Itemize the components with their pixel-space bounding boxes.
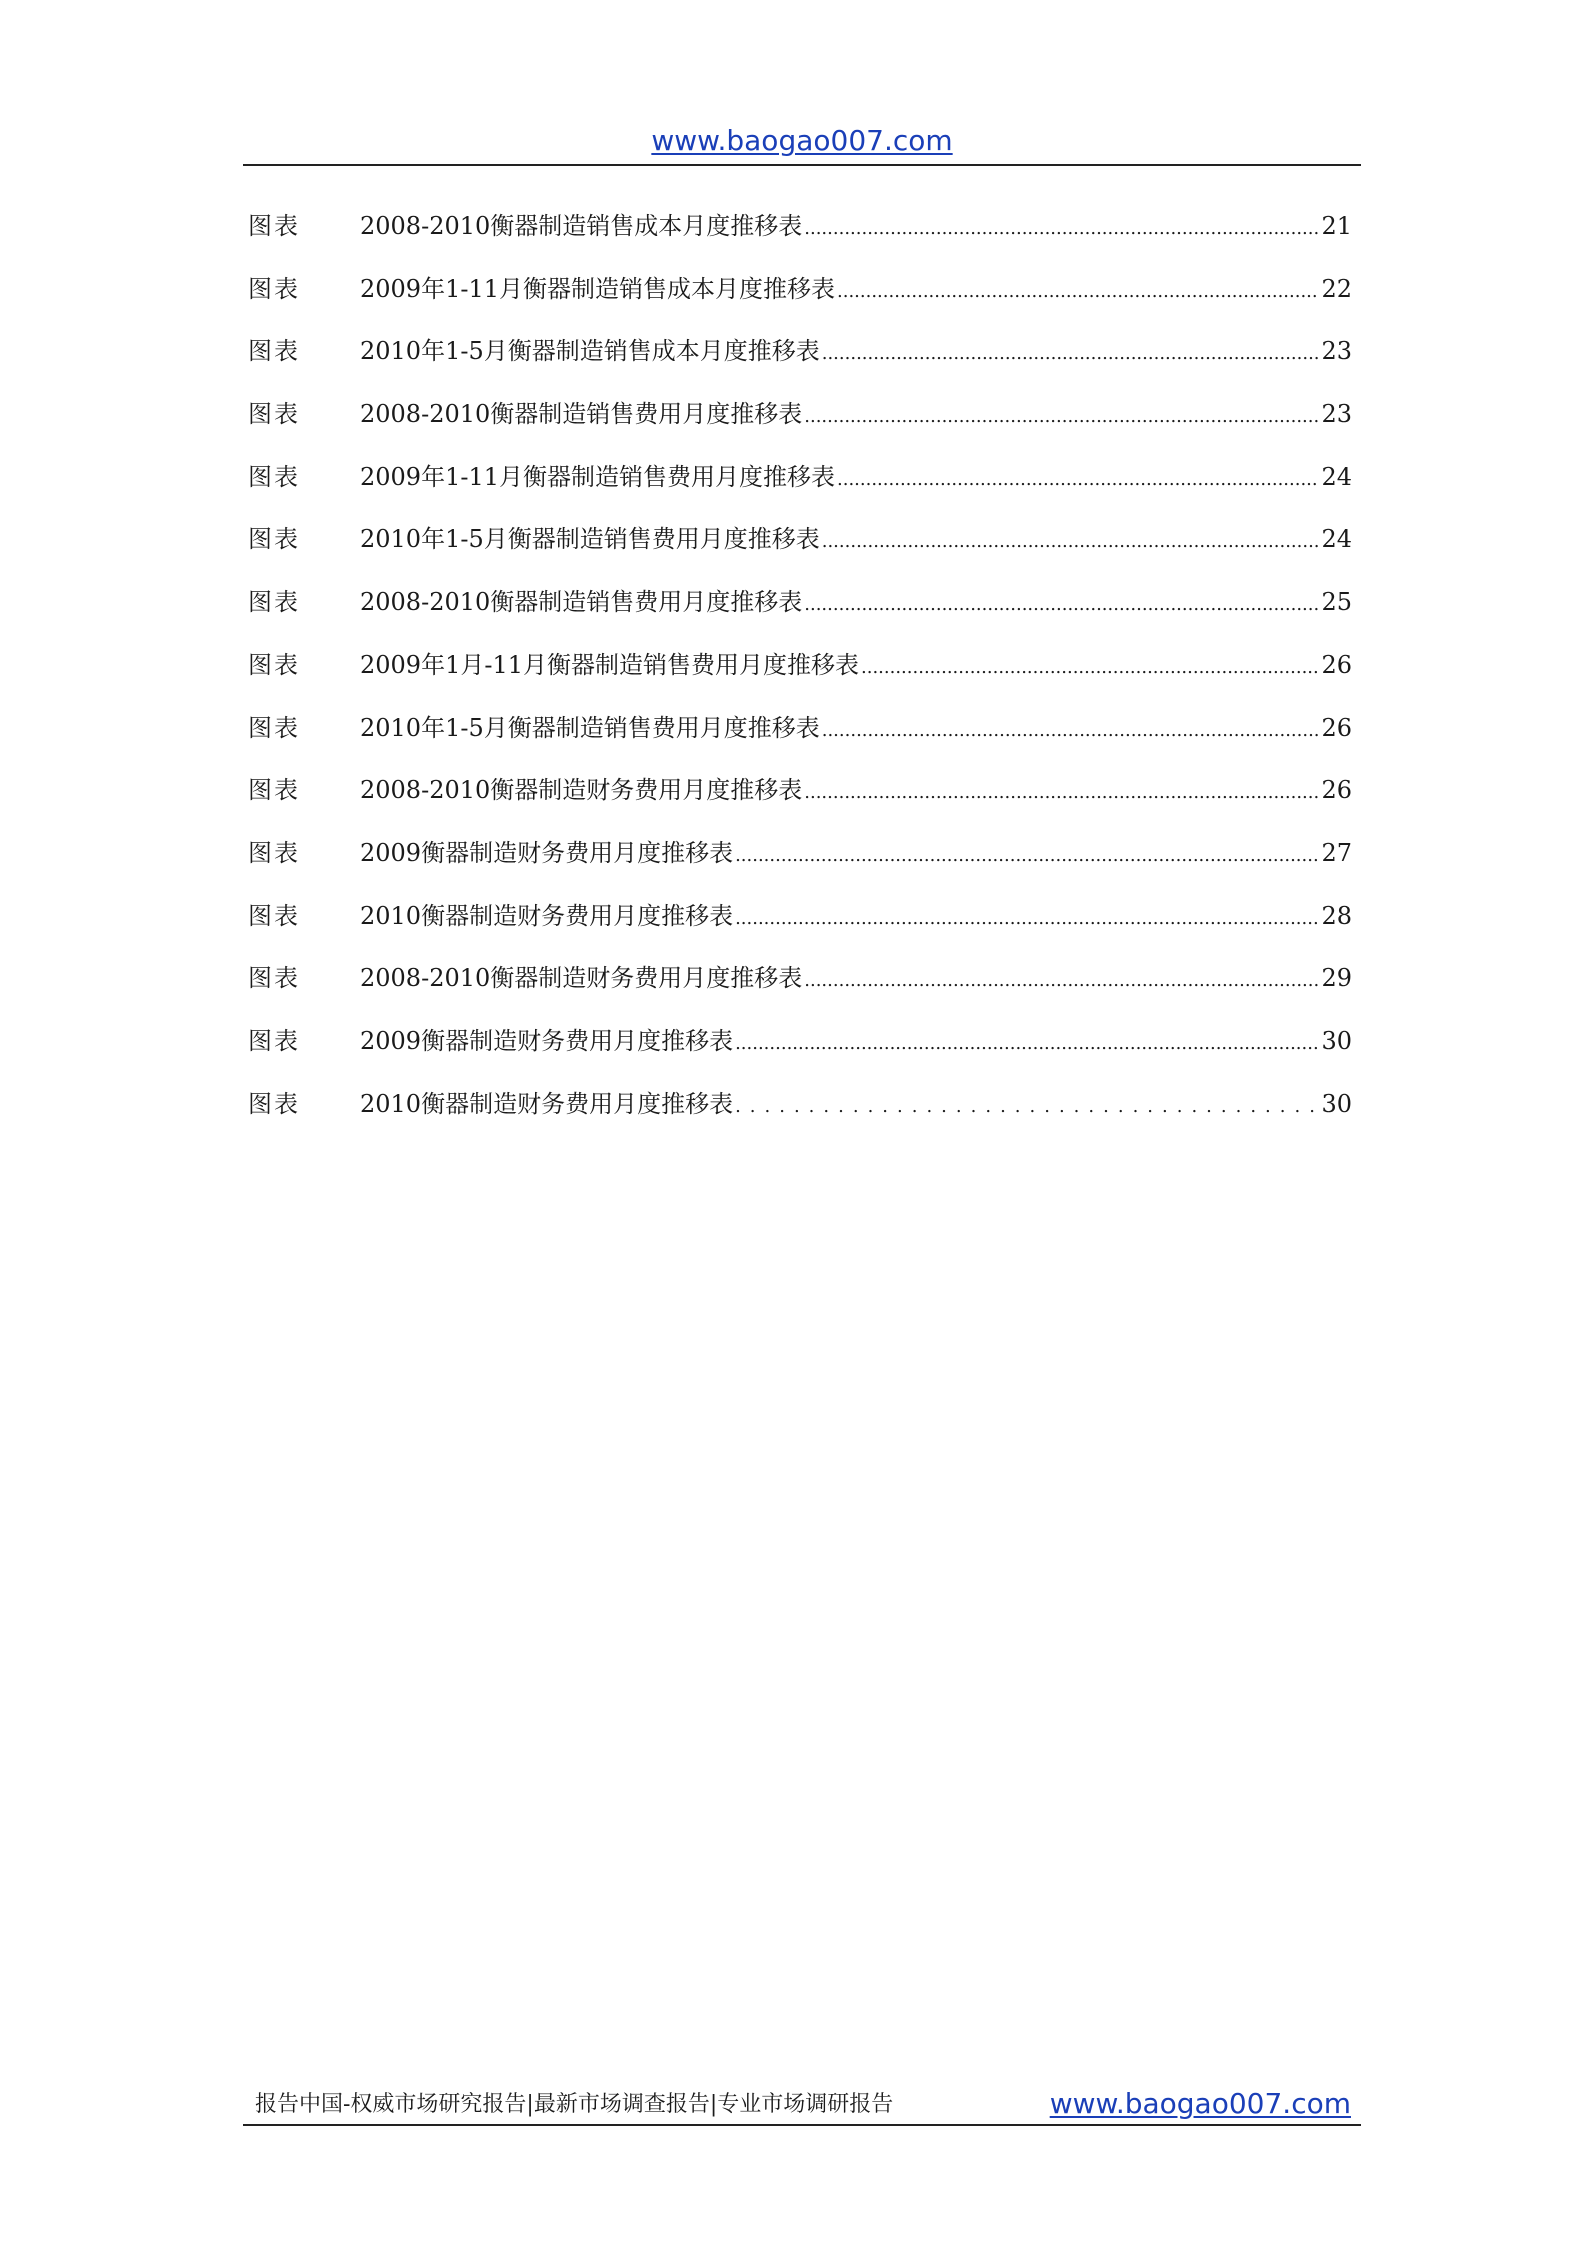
toc-entry-title: 2009衡器制造财务费用月度推移表 xyxy=(360,1026,734,1055)
page-header xyxy=(243,118,1361,166)
toc-entry-page: 21 xyxy=(1321,212,1352,240)
toc-entry-prefix: 图表 xyxy=(248,212,300,240)
toc-entry-title: 2009衡器制造财务费用月度推移表 xyxy=(360,838,734,867)
toc-entry[interactable] xyxy=(248,770,1352,833)
toc-entry[interactable] xyxy=(248,206,1352,269)
toc-entry-title: 2009年1-11月衡器制造销售成本月度推移表 xyxy=(360,274,835,303)
dot-leader xyxy=(837,272,1319,312)
toc-entry[interactable] xyxy=(248,958,1352,1021)
dot-leader xyxy=(822,334,1320,374)
toc-entry-prefix: 图表 xyxy=(248,588,300,617)
toc-entry[interactable] xyxy=(248,394,1352,457)
toc-entry-title: 2008-2010衡器制造销售费用月度推移表 xyxy=(360,588,803,617)
toc-entry[interactable] xyxy=(248,833,1352,896)
toc-entry-prefix: 图表 xyxy=(248,337,300,366)
dot-leader xyxy=(804,961,1319,1001)
toc-entry-page: 22 xyxy=(1321,274,1352,303)
toc-entry[interactable] xyxy=(248,1084,1352,1147)
toc-entry[interactable] xyxy=(248,582,1352,645)
toc-entry-prefix: 图表 xyxy=(248,400,300,429)
figure-list xyxy=(248,206,1352,1146)
toc-entry-prefix: 图表 xyxy=(248,525,300,554)
toc-entry-page: 24 xyxy=(1321,462,1352,491)
toc-entry[interactable] xyxy=(248,1021,1352,1084)
page-footer xyxy=(243,2080,1361,2126)
toc-entry-title: 2010衡器制造财务费用月度推移表 xyxy=(360,1089,734,1118)
toc-entry-title: 2010衡器制造财务费用月度推移表 xyxy=(360,901,734,930)
toc-entry-page: 23 xyxy=(1321,337,1352,366)
toc-entry-page: 25 xyxy=(1321,588,1352,617)
toc-entry-page: 29 xyxy=(1321,964,1352,993)
dot-leader xyxy=(735,1024,1319,1064)
dot-leader xyxy=(735,899,1319,939)
toc-entry[interactable] xyxy=(248,331,1352,394)
toc-entry[interactable] xyxy=(248,269,1352,332)
dot-leader xyxy=(822,711,1320,751)
toc-entry-page: 30 xyxy=(1321,1089,1352,1118)
toc-entry-page: 23 xyxy=(1321,400,1352,429)
toc-entry-title: 2009年1-11月衡器制造销售费用月度推移表 xyxy=(360,462,835,491)
toc-entry-prefix: 图表 xyxy=(248,964,300,993)
toc-entry-page: 27 xyxy=(1321,838,1352,867)
toc-entry[interactable] xyxy=(248,708,1352,771)
toc-entry-title: 2010年1-5月衡器制造销售费用月度推移表 xyxy=(360,713,820,742)
dot-leader xyxy=(861,648,1319,688)
toc-entry-title: 2010年1-5月衡器制造销售成本月度推移表 xyxy=(360,337,820,366)
toc-entry-title: 2008-2010衡器制造销售费用月度推移表 xyxy=(360,400,803,429)
toc-entry-title: 2009年1月-11月衡器制造销售费用月度推移表 xyxy=(360,650,859,679)
toc-entry[interactable] xyxy=(248,896,1352,959)
toc-entry-page: 26 xyxy=(1321,776,1352,805)
toc-entry-title: 2010年1-5月衡器制造销售费用月度推移表 xyxy=(360,525,820,554)
toc-entry-page: 28 xyxy=(1321,901,1352,930)
dot-leader xyxy=(837,460,1319,500)
toc-entry[interactable] xyxy=(248,645,1352,708)
dot-leader xyxy=(804,397,1319,437)
toc-entry[interactable] xyxy=(248,457,1352,520)
toc-entry-title: 2008-2010衡器制造财务费用月度推移表 xyxy=(360,964,803,993)
toc-entry-page: 24 xyxy=(1321,525,1352,554)
toc-entry-prefix: 图表 xyxy=(248,776,300,805)
toc-entry-prefix: 图表 xyxy=(248,1026,300,1055)
dot-leader xyxy=(735,836,1319,876)
toc-entry-title: 2008-2010衡器制造财务费用月度推移表 xyxy=(360,776,803,805)
dot-leader xyxy=(735,1087,1319,1127)
toc-entry-prefix: 图表 xyxy=(248,901,300,930)
toc-entry[interactable] xyxy=(248,519,1352,582)
footer-slogan: 报告中国-权威市场研究报告|最新市场调查报告|专业市场调研报告 xyxy=(255,2092,894,2117)
toc-entry-prefix: 图表 xyxy=(248,462,300,491)
toc-entry-prefix: 图表 xyxy=(248,650,300,679)
footer-website-link[interactable]: www.baogao007.com xyxy=(1049,2087,1351,2120)
dot-leader xyxy=(804,585,1319,625)
toc-entry-title: 2008-2010衡器制造销售成本月度推移表 xyxy=(360,212,803,240)
dot-leader xyxy=(804,773,1319,813)
toc-entry-page: 26 xyxy=(1321,650,1352,679)
toc-entry-prefix: 图表 xyxy=(248,838,300,867)
dot-leader xyxy=(804,209,1319,249)
toc-entry-prefix: 图表 xyxy=(248,713,300,742)
toc-entry-prefix: 图表 xyxy=(248,1089,300,1118)
toc-entry-page: 30 xyxy=(1321,1026,1352,1055)
dot-leader xyxy=(822,522,1320,562)
toc-entry-page: 26 xyxy=(1321,713,1352,742)
toc-entry-prefix: 图表 xyxy=(248,274,300,303)
header-website-link[interactable]: www.baogao007.com xyxy=(651,124,953,157)
